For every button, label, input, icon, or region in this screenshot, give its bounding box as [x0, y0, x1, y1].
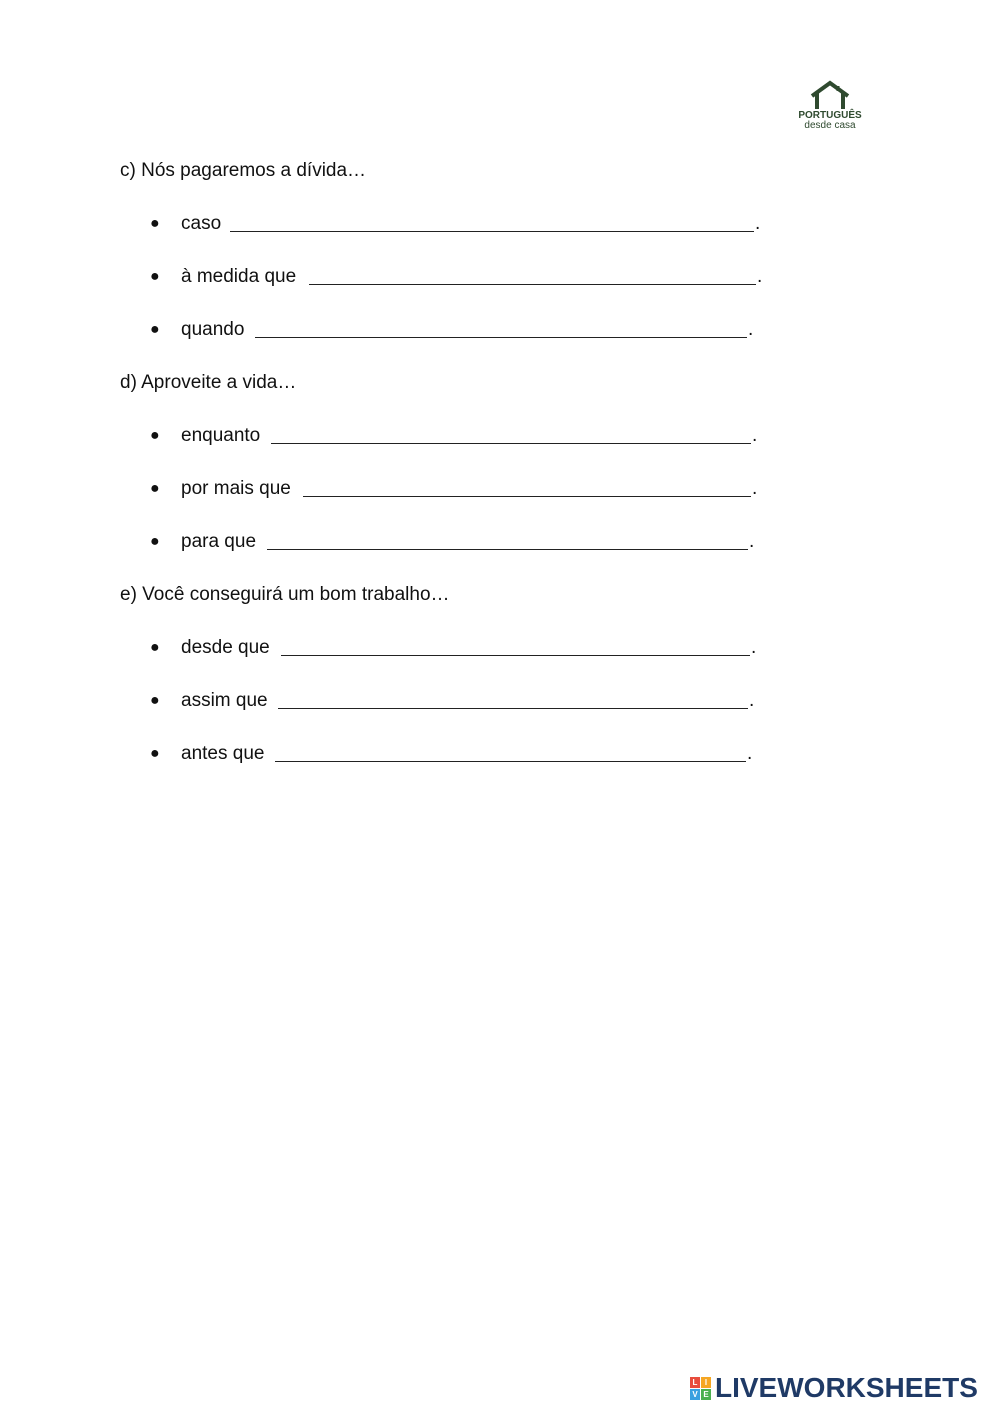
item-label: assim que [181, 690, 268, 711]
period-mark: . [748, 319, 754, 340]
period-mark: . [755, 213, 761, 234]
bullet-icon: ● [150, 321, 160, 338]
list-item [120, 688, 820, 714]
item-label: enquanto [181, 425, 261, 446]
item-label: para que [181, 531, 257, 552]
bullet-icon: ● [150, 215, 160, 232]
portugues-desde-casa-logo [796, 80, 864, 138]
item-label: antes que [181, 743, 265, 764]
item-label: caso [181, 213, 222, 234]
item-label: quando [181, 319, 245, 340]
answer-blank-line[interactable] [230, 231, 754, 232]
list-item [120, 635, 820, 661]
answer-blank-line[interactable] [255, 337, 747, 338]
period-mark: . [749, 690, 755, 711]
bullet-icon: ● [150, 480, 160, 497]
item-label: por mais que [181, 478, 291, 499]
list-item [120, 211, 820, 237]
item-label: à medida que [181, 266, 297, 287]
question-heading: c) Nós pagaremos a dívida… [120, 160, 367, 181]
answer-blank-line[interactable] [271, 443, 751, 444]
answer-blank-line[interactable] [275, 761, 746, 762]
period-mark: . [752, 425, 758, 446]
list-item [120, 317, 820, 343]
list-item [120, 423, 820, 449]
item-label: desde que [181, 637, 270, 658]
period-mark: . [757, 266, 763, 287]
answer-blank-line[interactable] [267, 549, 748, 550]
liveworksheets-brand [690, 1372, 978, 1404]
question-heading: d) Aproveite a vida… [120, 372, 297, 393]
brand-blocks-icon [690, 1377, 711, 1400]
brand-block: L [690, 1377, 700, 1388]
bullet-icon: ● [150, 639, 160, 656]
house-icon [808, 80, 852, 110]
bullet-icon: ● [150, 692, 160, 709]
answer-blank-line[interactable] [278, 708, 748, 709]
question-heading: e) Você conseguirá um bom trabalho… [120, 584, 450, 605]
period-mark: . [751, 637, 757, 658]
period-mark: . [752, 478, 758, 499]
answer-blank-line[interactable] [303, 496, 751, 497]
bullet-icon: ● [150, 533, 160, 550]
bullet-icon: ● [150, 268, 160, 285]
logo-line1: PORTUGUÊS [798, 110, 862, 121]
answer-blank-line[interactable] [281, 655, 750, 656]
brand-block: V [690, 1389, 700, 1400]
bullet-icon: ● [150, 427, 160, 444]
brand-text: LIVEWORKSHEETS [715, 1372, 978, 1403]
bullet-icon: ● [150, 745, 160, 762]
logo-line2: desde casa [804, 120, 856, 131]
brand-block: I [701, 1377, 711, 1388]
period-mark: . [749, 531, 755, 552]
brand-block: E [701, 1389, 711, 1400]
period-mark: . [747, 743, 753, 764]
list-item [120, 741, 820, 767]
answer-blank-line[interactable] [309, 284, 756, 285]
worksheet-content [120, 158, 820, 794]
list-item [120, 264, 820, 290]
list-item [120, 476, 820, 502]
list-item [120, 529, 820, 555]
